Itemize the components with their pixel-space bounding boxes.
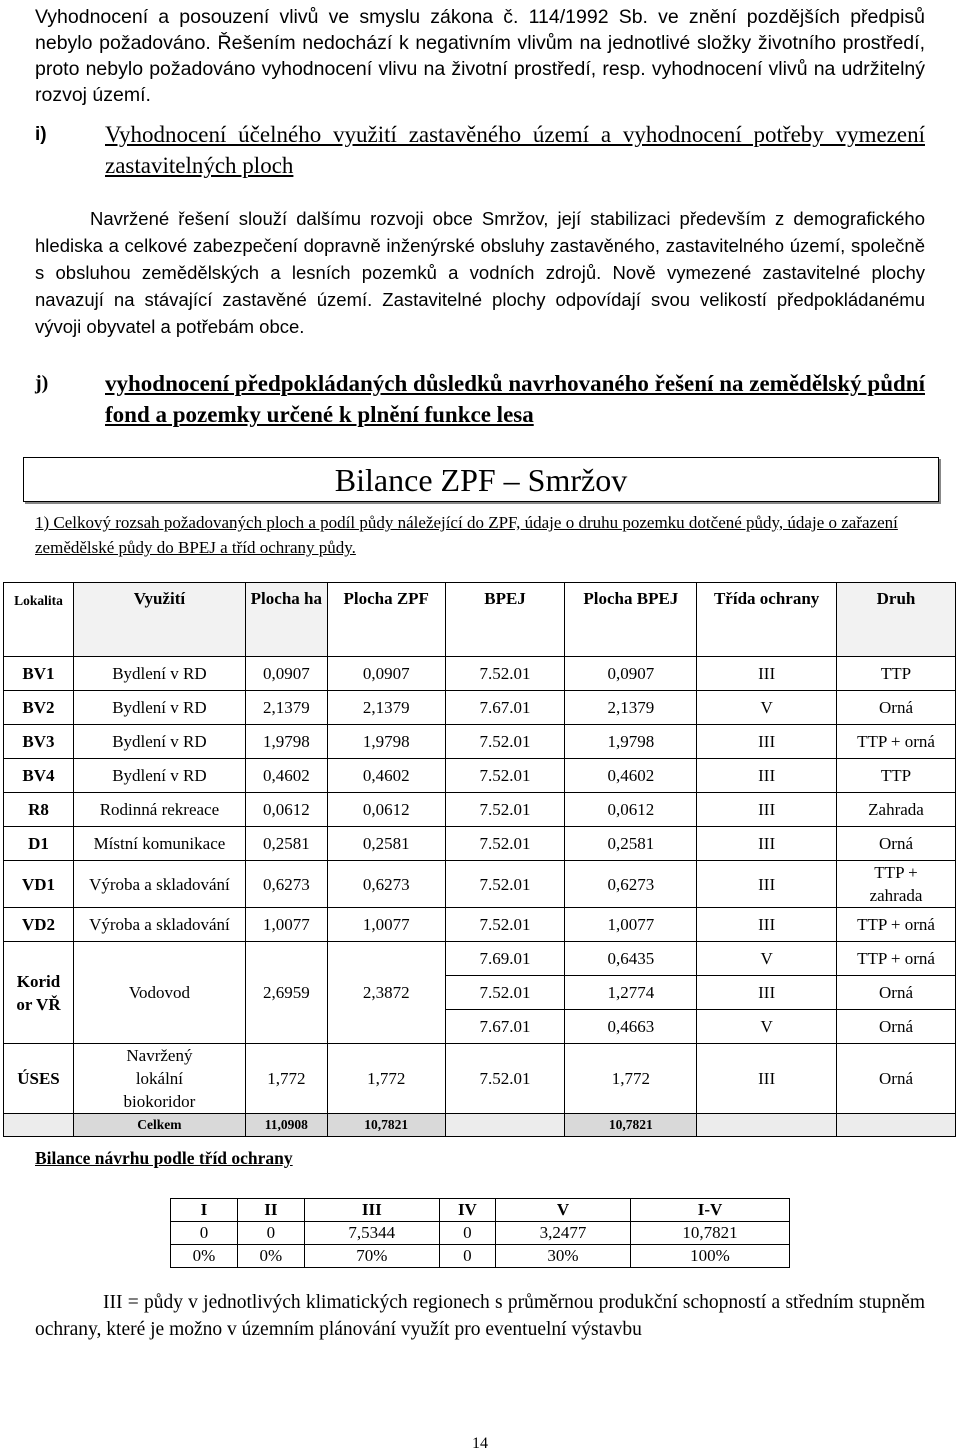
class-percent: 30% (496, 1245, 631, 1268)
header-bpej: BPEJ (445, 583, 565, 657)
cell-bpej: 7.69.01 (445, 942, 565, 976)
header-vyuziti: Využití (73, 583, 245, 657)
cell-plocha: 0,4602 (245, 759, 327, 793)
cell-druh: TTP + zahrada (837, 861, 956, 908)
section-i-heading (35, 119, 925, 181)
cell-trida: V (697, 942, 837, 976)
cell-total-plocha-zpf: 10,7821 (327, 1114, 445, 1137)
cell-druh: Orná (837, 976, 956, 1010)
cell-plocha: 2,6959 (245, 942, 327, 1044)
cell-druh: Orná (837, 827, 956, 861)
cell-lokalita: R8 (4, 793, 74, 827)
classes-table (170, 1198, 790, 1268)
cell-total-label: Celkem (73, 1114, 245, 1137)
cell-trida: III (697, 861, 837, 908)
cell-plocha-bpej: 0,6435 (565, 942, 697, 976)
cell-bpej: 7.52.01 (445, 827, 565, 861)
cell-plocha: 1,772 (245, 1044, 327, 1114)
cell-plocha: 1,9798 (245, 725, 327, 759)
cell-trida: III (697, 827, 837, 861)
table-row (4, 861, 956, 908)
cell-druh: TTP + orná (837, 942, 956, 976)
header-druh: Druh (837, 583, 956, 657)
cell-trida: III (697, 759, 837, 793)
cell-plocha-zpf: 0,0612 (327, 793, 445, 827)
cell-plocha-bpej: 0,0612 (565, 793, 697, 827)
cell-druh: Zahrada (837, 793, 956, 827)
cell-plocha-zpf: 1,772 (327, 1044, 445, 1114)
cell-vyuziti: Místní komunikace (73, 827, 245, 861)
classes-values-row (171, 1222, 790, 1245)
header-trida: Třída ochrany (697, 583, 837, 657)
cell-plocha-bpej: 0,2581 (565, 827, 697, 861)
cell-lokalita: ÚSES (4, 1044, 74, 1114)
cell-lokalita: Korid or VŘ (4, 942, 74, 1044)
cell-trida: III (697, 725, 837, 759)
cell-plocha: 1,0077 (245, 908, 327, 942)
class-percent: 70% (304, 1245, 439, 1268)
cell-bpej: 7.52.01 (445, 725, 565, 759)
cell-trida: III (697, 908, 837, 942)
cell-total-plocha-bpej: 10,7821 (565, 1114, 697, 1137)
cell-plocha-bpej: 0,0907 (565, 657, 697, 691)
cell-lokalita: BV2 (4, 691, 74, 725)
class-header: II (237, 1199, 304, 1222)
zpf-table (3, 582, 956, 1137)
header-plocha-zpf: Plocha ZPF (327, 583, 445, 657)
table-row (4, 908, 956, 942)
cell-vyuziti: Bydlení v RD (73, 759, 245, 793)
cell-plocha: 0,2581 (245, 827, 327, 861)
cell-plocha-zpf: 0,4602 (327, 759, 445, 793)
class-percent: 0 (439, 1245, 495, 1268)
cell-plocha-zpf: 1,0077 (327, 908, 445, 942)
cell-plocha-bpej: 0,4602 (565, 759, 697, 793)
cell-total-plocha: 11,0908 (245, 1114, 327, 1137)
section-i-body-text: Navržené řešení slouží dalšímu rozvoji obce Smržov, její stabilizaci především z demografického hlediska a celkové zabezpečení dopravně inženýrské obsluhy zastavěného, zastavitelného území, společně s obsluhou zemědělských a lesních pozemků a vodních zdrojů. Nově vymezené zastavitelné plochy navazují na stávající zastavěné území. Zastavitelné plochy odpovídají svou velikostí předpokládanému vývoji obyvatel a potřebám obce. (35, 208, 925, 337)
class-header: I-V (630, 1199, 789, 1222)
class-value: 0 (171, 1222, 238, 1245)
section-i-body (35, 205, 925, 340)
cell-plocha-zpf: 0,0907 (327, 657, 445, 691)
cell-empty (4, 1114, 74, 1137)
cell-bpej: 7.52.01 (445, 657, 565, 691)
table-row (4, 657, 956, 691)
section-j-heading (35, 368, 925, 430)
cell-druh: TTP + orná (837, 908, 956, 942)
cell-plocha: 0,0907 (245, 657, 327, 691)
cell-vyuziti: Navržený lokální biokoridor (73, 1044, 245, 1114)
cell-vyuziti: Bydlení v RD (73, 725, 245, 759)
table-row-korid (4, 942, 956, 976)
classes-percent-row (171, 1245, 790, 1268)
cell-plocha-zpf: 2,1379 (327, 691, 445, 725)
cell-plocha-bpej: 1,772 (565, 1044, 697, 1114)
cell-trida: III (697, 976, 837, 1010)
classes-heading: Bilance návrhu podle tříd ochrany (35, 1148, 293, 1168)
section-j-label: j) (35, 372, 49, 394)
class-value: 0 (237, 1222, 304, 1245)
cell-plocha: 2,1379 (245, 691, 327, 725)
cell-plocha-zpf: 1,9798 (327, 725, 445, 759)
class-value: 3,2477 (496, 1222, 631, 1245)
header-plocha: Plocha ha (245, 583, 327, 657)
cell-empty (697, 1114, 837, 1137)
section-j-title: vyhodnocení předpokládaných důsledků navrhovaného řešení na zemědělský půdní fond a pozemky určené k plnění funkce lesa (105, 371, 925, 427)
class-header: IV (439, 1199, 495, 1222)
cell-lokalita: BV3 (4, 725, 74, 759)
cell-vyuziti: Výroba a skladování (73, 861, 245, 908)
class-percent: 0% (237, 1245, 304, 1268)
cell-plocha-zpf: 2,3872 (327, 942, 445, 1044)
cell-druh: Orná (837, 1044, 956, 1114)
cell-plocha-bpej: 1,0077 (565, 908, 697, 942)
header-lokalita: Lokalita (4, 583, 74, 657)
cell-bpej: 7.52.01 (445, 976, 565, 1010)
class-value: 0 (439, 1222, 495, 1245)
cell-vyuziti: Rodinná rekreace (73, 793, 245, 827)
table-row (4, 793, 956, 827)
cell-plocha-zpf: 0,6273 (327, 861, 445, 908)
cell-druh: Orná (837, 691, 956, 725)
cell-vyuziti: Bydlení v RD (73, 691, 245, 725)
cell-trida: V (697, 691, 837, 725)
cell-plocha: 0,6273 (245, 861, 327, 908)
class-percent: 100% (630, 1245, 789, 1268)
cell-druh: TTP (837, 759, 956, 793)
zpf-header-row (4, 583, 956, 657)
cell-lokalita: D1 (4, 827, 74, 861)
cell-plocha-bpej: 1,9798 (565, 725, 697, 759)
class-header: V (496, 1199, 631, 1222)
zpf-note: 1) Celkový rozsah požadovaných ploch a podíl půdy náležející do ZPF, údaje o druhu pozemku dotčené půdy, údaje o zařazení zemědělské půdy do BPEJ a tříd ochrany půdy. (35, 513, 898, 557)
cell-empty (837, 1114, 956, 1137)
cell-plocha: 0,0612 (245, 793, 327, 827)
cell-lokalita: BV4 (4, 759, 74, 793)
class-header: I (171, 1199, 238, 1222)
page-number: 14 (472, 1435, 488, 1452)
cell-empty (445, 1114, 565, 1137)
class-note-text: III = půdy v jednotlivých klimatických regionech s průměrnou produkční schopností a středním stupněm ochrany, které je možno v územním plánování využít pro eventuelní výstavbu (35, 1292, 925, 1340)
cell-lokalita: BV1 (4, 657, 74, 691)
cell-druh: TTP + orná (837, 725, 956, 759)
cell-bpej: 7.67.01 (445, 1010, 565, 1044)
bilance-title: Bilance ZPF – Smržov (334, 462, 628, 498)
cell-trida: III (697, 657, 837, 691)
cell-vyuziti: Vodovod (73, 942, 245, 1044)
section-i-label: i) (35, 124, 47, 145)
cell-lokalita: VD1 (4, 861, 74, 908)
cell-bpej: 7.52.01 (445, 1044, 565, 1114)
cell-trida: III (697, 1044, 837, 1114)
table-row (4, 827, 956, 861)
cell-vyuziti: Výroba a skladování (73, 908, 245, 942)
intro-paragraph: Vyhodnocení a posouzení vlivů ve smyslu zákona č. 114/1992 Sb. ve znění pozdějších předpisů nebylo požadováno. Řešením nedochází k negativním vlivům na jednotlivé složky životního prostředí, proto nebylo požadováno vyhodnocení vlivu na životní prostředí, resp. vyhodnocení vlivů na udržitelný rozvoj území. (35, 6, 925, 106)
cell-bpej: 7.52.01 (445, 759, 565, 793)
cell-druh: Orná (837, 1010, 956, 1044)
table-row (4, 725, 956, 759)
cell-plocha-zpf: 0,2581 (327, 827, 445, 861)
cell-plocha-bpej: 1,2774 (565, 976, 697, 1010)
cell-plocha-bpej: 0,6273 (565, 861, 697, 908)
cell-bpej: 7.67.01 (445, 691, 565, 725)
cell-trida: III (697, 793, 837, 827)
section-i-title: Vyhodnocení účelného využití zastavěného území a vyhodnocení potřeby vymezení zastavitelných ploch (105, 122, 925, 178)
cell-bpej: 7.52.01 (445, 908, 565, 942)
class-value: 7,5344 (304, 1222, 439, 1245)
table-row-total (4, 1114, 956, 1137)
cell-bpej: 7.52.01 (445, 793, 565, 827)
cell-druh: TTP (837, 657, 956, 691)
cell-bpej: 7.52.01 (445, 861, 565, 908)
cell-plocha-bpej: 2,1379 (565, 691, 697, 725)
cell-lokalita: VD2 (4, 908, 74, 942)
cell-vyuziti: Bydlení v RD (73, 657, 245, 691)
classes-header-row (171, 1199, 790, 1222)
table-row-uses (4, 1044, 956, 1114)
class-value: 10,7821 (630, 1222, 789, 1245)
class-header: III (304, 1199, 439, 1222)
table-row (4, 691, 956, 725)
table-row (4, 759, 956, 793)
bilance-title-box (23, 457, 939, 502)
class-percent: 0% (171, 1245, 238, 1268)
header-plocha-bpej: Plocha BPEJ (565, 583, 697, 657)
cell-plocha-bpej: 0,4663 (565, 1010, 697, 1044)
cell-trida: V (697, 1010, 837, 1044)
class-note (35, 1289, 925, 1343)
